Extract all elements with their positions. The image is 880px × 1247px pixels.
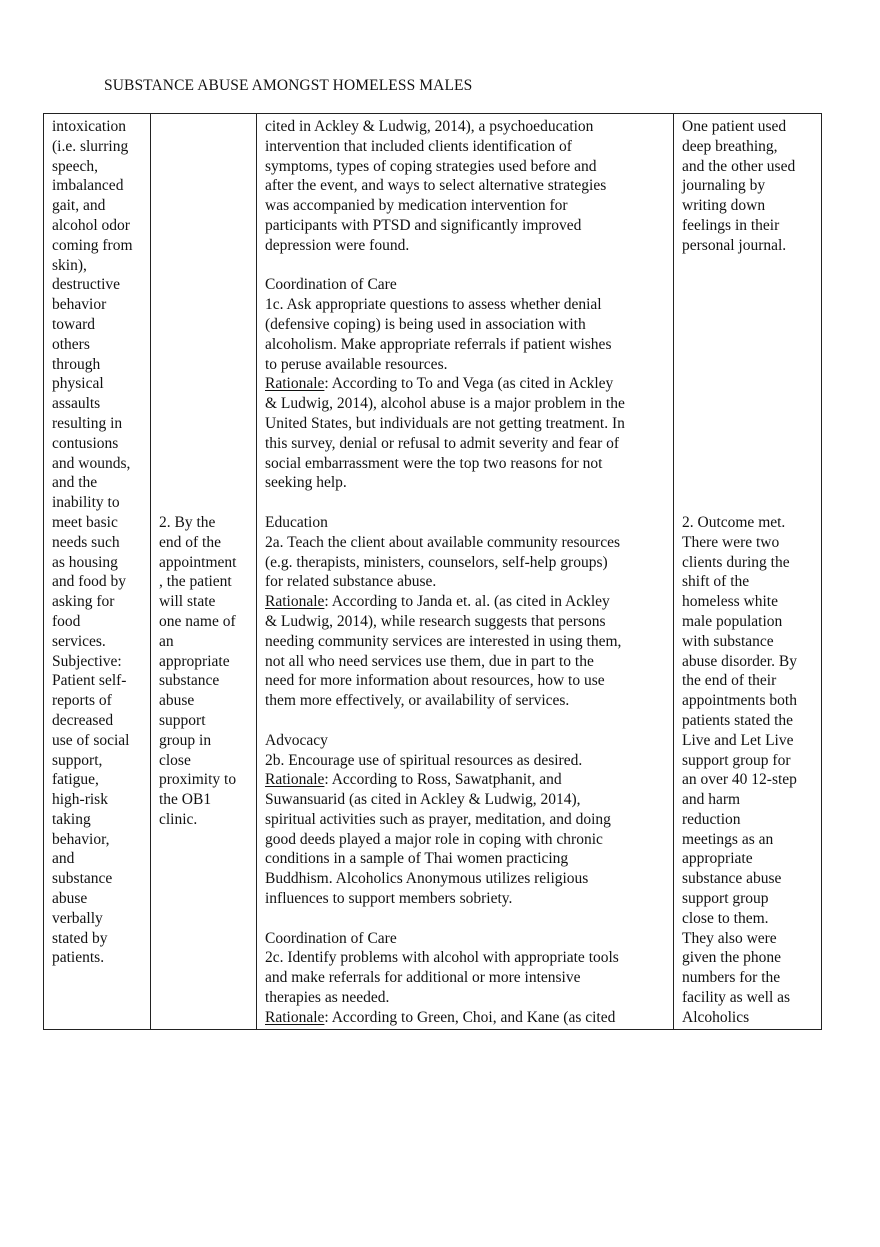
rationale-label: Rationale [265, 771, 325, 789]
blank-line [682, 493, 821, 513]
rationale-line [265, 770, 673, 790]
blank-line [159, 454, 256, 474]
goal-line: end of the [159, 533, 221, 551]
evaluation-line: numbers for the [682, 969, 781, 987]
goal-line: will state [159, 593, 216, 611]
assessment-line: and [52, 850, 75, 868]
blank-line [159, 256, 256, 276]
assessment-line: and wounds, [52, 454, 131, 472]
evaluation-line: homeless white [682, 593, 778, 611]
assessment-line: destructive [52, 276, 121, 294]
goal-line: an [159, 632, 174, 650]
assessment-cell [44, 114, 151, 1030]
assessment-line: contusions [52, 434, 119, 452]
rationale-label: Rationale [265, 375, 325, 393]
blank-line [265, 711, 673, 731]
evaluation-line: male population [682, 612, 783, 630]
assessment-line: use of social [52, 731, 130, 749]
evaluation-line: Live and Let Live [682, 731, 794, 749]
evaluation-cell [674, 114, 822, 1030]
blank-line [682, 295, 821, 315]
intervention-line: 2a. Teach the client about available community resources [265, 533, 620, 551]
intervention-line: cited in Ackley & Ludwig, 2014), a psychoeducation [265, 118, 594, 135]
blank-line [682, 473, 821, 493]
goal-column [159, 117, 256, 830]
assessment-line: substance [52, 870, 113, 888]
blank-line [159, 414, 256, 434]
goal-cell [151, 114, 257, 1030]
assessment-line: toward [52, 315, 96, 333]
evaluation-line: support group [682, 890, 769, 908]
intervention-line: need for more information about resources, how to use [265, 672, 605, 690]
assessment-line: (i.e. slurring [52, 137, 129, 155]
intervention-line: (defensive coping) is being used in association with [265, 315, 586, 333]
assessment-line: patients. [52, 949, 105, 967]
assessment-line: asking for [52, 593, 115, 611]
blank-line [682, 414, 821, 434]
blank-line [682, 454, 821, 474]
assessment-line: as housing [52, 553, 118, 571]
evaluation-line: abuse disorder. By [682, 652, 797, 670]
assessment-line: support, [52, 751, 103, 769]
assessment-line: and the [52, 474, 98, 492]
blank-line [159, 473, 256, 493]
evaluation-line: personal journal. [682, 236, 787, 254]
blank-line [159, 216, 256, 236]
assessment-line: resulting in [52, 414, 123, 432]
evaluation-line: feelings in their [682, 216, 780, 234]
evaluation-line: shift of the [682, 573, 750, 591]
intervention-cell [257, 114, 674, 1030]
assessment-column [52, 117, 150, 968]
assessment-line: coming from [52, 236, 133, 254]
intervention-line: symptoms, types of coping strategies used before and [265, 157, 597, 175]
evaluation-line: appropriate [682, 850, 753, 868]
rationale-text: : According to Ross, Sawatphanit, and [324, 771, 562, 789]
assessment-line: speech, [52, 157, 99, 175]
intervention-line: good deeds played a major role in coping with chronic [265, 830, 603, 848]
intervention-line: & Ludwig, 2014), alcohol abuse is a major problem in the [265, 395, 625, 413]
intervention-line: United States, but individuals are not getting treatment. In [265, 414, 625, 432]
care-plan-table [43, 113, 822, 1030]
blank-line [159, 355, 256, 375]
assessment-line: gait, and [52, 197, 106, 215]
goal-line: appropriate [159, 652, 230, 670]
intervention-line: them more effectively, or availability of services. [265, 692, 570, 710]
intervention-line: and make referrals for additional or more intensive [265, 969, 581, 987]
blank-line [265, 256, 673, 276]
evaluation-line: clients during the [682, 553, 790, 571]
assessment-line: inability to [52, 494, 120, 512]
blank-line [682, 275, 821, 295]
assessment-line: taking [52, 810, 91, 828]
blank-line [159, 275, 256, 295]
intervention-column [265, 117, 673, 1028]
evaluation-line: One patient used [682, 118, 787, 135]
evaluation-line: facility as well as [682, 989, 791, 1007]
assessment-line: stated by [52, 929, 108, 947]
assessment-line: others [52, 335, 90, 353]
assessment-line: high-risk [52, 791, 108, 809]
intervention-line: alcoholism. Make appropriate referrals if patient wishes [265, 335, 612, 353]
assessment-line: behavior [52, 296, 107, 314]
blank-line [265, 493, 673, 513]
intervention-line: was accompanied by medication intervention for [265, 197, 568, 215]
blank-line [159, 295, 256, 315]
evaluation-line: an over 40 12-step [682, 771, 797, 789]
rationale-text: : According to To and Vega (as cited in Ackley [324, 375, 614, 393]
evaluation-line: appointments both [682, 692, 797, 710]
blank-line [265, 909, 673, 929]
evaluation-line: writing down [682, 197, 766, 215]
intervention-line: 1c. Ask appropriate questions to assess whether denial [265, 296, 602, 314]
goal-line: one name of [159, 612, 236, 630]
assessment-line: Patient self- [52, 672, 127, 690]
goal-line: appointment [159, 553, 237, 571]
blank-line [682, 374, 821, 394]
blank-line [682, 434, 821, 454]
blank-line [159, 335, 256, 355]
intervention-line: after the event, and ways to select alternative strategies [265, 177, 607, 195]
assessment-line: verbally [52, 909, 103, 927]
evaluation-line: Alcoholics [682, 1008, 750, 1026]
intervention-line: Suwansuarid (as cited in Ackley & Ludwig, 2014), [265, 791, 581, 809]
assessment-line: imbalanced [52, 177, 124, 195]
evaluation-line: with substance [682, 632, 774, 650]
evaluation-line: support group for [682, 751, 791, 769]
evaluation-line: given the phone [682, 949, 782, 967]
assessment-line: reports of [52, 692, 112, 710]
evaluation-line: There were two [682, 533, 780, 551]
blank-line [159, 157, 256, 177]
intervention-line: Coordination of Care [265, 276, 397, 294]
goal-line: support [159, 711, 206, 729]
assessment-line: Subjective: [52, 652, 122, 670]
intervention-line: spiritual activities such as prayer, meditation, and doing [265, 810, 611, 828]
evaluation-line: the end of their [682, 672, 777, 690]
intervention-line: Advocacy [265, 731, 328, 749]
goal-line: abuse [159, 692, 195, 710]
assessment-line: services. [52, 632, 106, 650]
rationale-line [265, 592, 673, 612]
intervention-line: & Ludwig, 2014), while research suggests that persons [265, 612, 606, 630]
assessment-line: skin), [52, 256, 87, 274]
running-header: SUBSTANCE ABUSE AMONGST HOMELESS MALES [104, 77, 473, 94]
assessment-line: food [52, 612, 81, 630]
table-row [44, 114, 822, 1030]
blank-line [159, 176, 256, 196]
assessment-line: alcohol odor [52, 216, 130, 234]
blank-line [682, 355, 821, 375]
evaluation-line: journaling by [682, 177, 766, 195]
assessment-line: through [52, 355, 101, 373]
evaluation-line: patients stated the [682, 711, 794, 729]
intervention-line: Education [265, 513, 328, 531]
blank-line [159, 374, 256, 394]
evaluation-line: and the other used [682, 157, 796, 175]
blank-line [159, 394, 256, 414]
evaluation-line: close to them. [682, 909, 769, 927]
evaluation-line: meetings as an [682, 830, 774, 848]
assessment-line: needs such [52, 533, 120, 551]
goal-line: , the patient [159, 573, 232, 591]
assessment-line: meet basic [52, 513, 118, 531]
goal-line: group in [159, 731, 212, 749]
assessment-line: assaults [52, 395, 101, 413]
blank-line [682, 335, 821, 355]
evaluation-line: 2. Outcome met. [682, 513, 786, 531]
assessment-line: fatigue, [52, 771, 99, 789]
assessment-line: physical [52, 375, 104, 393]
assessment-line: intoxication [52, 118, 127, 135]
intervention-line: Buddhism. Alcoholics Anonymous utilizes religious [265, 870, 589, 888]
intervention-line: for related substance abuse. [265, 573, 437, 591]
rationale-label: Rationale [265, 593, 325, 611]
intervention-line: 2c. Identify problems with alcohol with appropriate tools [265, 949, 619, 967]
assessment-line: decreased [52, 711, 114, 729]
intervention-line: depression were found. [265, 236, 410, 254]
evaluation-line: and harm [682, 791, 741, 809]
blank-line [159, 493, 256, 513]
assessment-line: and food by [52, 573, 127, 591]
goal-line: proximity to [159, 771, 237, 789]
assessment-line: abuse [52, 890, 88, 908]
goal-line: clinic. [159, 810, 198, 828]
blank-line [682, 394, 821, 414]
evaluation-column [682, 117, 821, 1028]
intervention-line: (e.g. therapists, ministers, counselors, self-help groups) [265, 553, 608, 571]
blank-line [159, 236, 256, 256]
blank-line [682, 315, 821, 335]
goal-line: the OB1 [159, 791, 212, 809]
blank-line [159, 196, 256, 216]
intervention-line: seeking help. [265, 474, 347, 492]
intervention-line: needing community services are interested in using them, [265, 632, 622, 650]
blank-line [159, 434, 256, 454]
evaluation-line: deep breathing, [682, 137, 778, 155]
intervention-line: social embarrassment were the top two reasons for not [265, 454, 603, 472]
intervention-line: therapies as needed. [265, 989, 390, 1007]
rationale-line [265, 1008, 673, 1028]
intervention-line: 2b. Encourage use of spiritual resources as desired. [265, 751, 583, 769]
blank-line [159, 117, 256, 137]
intervention-line: not all who need services use them, due in part to the [265, 652, 594, 670]
intervention-line: Coordination of Care [265, 929, 397, 947]
blank-line [159, 137, 256, 157]
intervention-line: intervention that included clients identification of [265, 137, 572, 155]
blank-line [159, 315, 256, 335]
blank-line [682, 256, 821, 276]
intervention-line: influences to support members sobriety. [265, 890, 513, 908]
evaluation-line: reduction [682, 810, 741, 828]
evaluation-line: substance abuse [682, 870, 782, 888]
goal-line: substance [159, 672, 220, 690]
rationale-label: Rationale [265, 1008, 325, 1026]
rationale-line [265, 374, 673, 394]
intervention-line: participants with PTSD and significantly improved [265, 216, 582, 234]
intervention-line: conditions in a sample of Thai women practicing [265, 850, 569, 868]
assessment-line: behavior, [52, 830, 110, 848]
goal-line: close [159, 751, 191, 769]
rationale-text: : According to Janda et. al. (as cited in Ackley [324, 593, 610, 611]
goal-line: 2. By the [159, 513, 216, 531]
rationale-text: : According to Green, Choi, and Kane (as cited [324, 1008, 616, 1026]
intervention-line: to peruse available resources. [265, 355, 448, 373]
intervention-line: this survey, denial or refusal to admit severity and fear of [265, 434, 620, 452]
evaluation-line: They also were [682, 929, 777, 947]
